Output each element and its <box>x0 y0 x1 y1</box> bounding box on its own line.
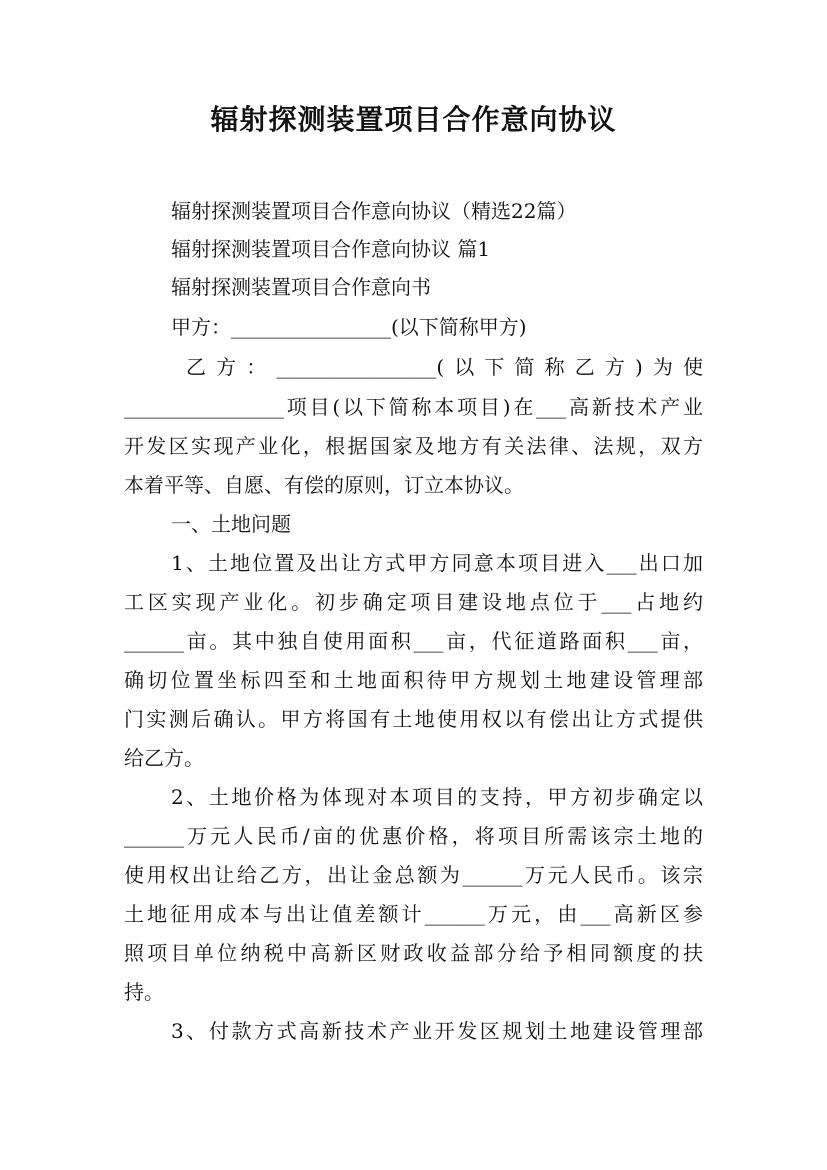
paragraph-line: 3、付款方式高新技术产业开发区规划土地建设管理部 <box>171 1019 703 1043</box>
document-title: 辐射探测装置项目合作意向协议 <box>210 103 617 136</box>
paragraph-line: 本着平等、自愿、有偿的原则，订立本协议。 <box>124 473 524 497</box>
paragraph-line: 土地征用成本与出让值差额计______万元，由___高新区参 <box>124 902 703 926</box>
section-heading: 辐射探测装置项目合作意向协议 篇1 <box>171 237 491 261</box>
paragraph-line: ______亩。其中独自使用面积___亩，代征道路面积___亩， <box>124 629 703 653</box>
paragraph-line: 使用权出让给乙方，出让金总额为______万元人民币。该宗 <box>124 863 703 887</box>
paragraph-line: ______万元人民币/亩的优惠价格，将项目所需该宗土地的 <box>124 824 703 848</box>
doc-name-line: 辐射探测装置项目合作意向书 <box>171 275 431 299</box>
paragraph-line: 门实测后确认。甲方将国有土地使用权以有偿出让方式提供 <box>124 707 703 731</box>
party-b-line: 乙方：________________(以下简称乙方)为使 <box>186 355 703 379</box>
subtitle-line: 辐射探测装置项目合作意向协议（精选22篇） <box>171 199 577 223</box>
paragraph-line: ________________项目(以下简称本项目)在___高新技术产业 <box>124 395 703 419</box>
paragraph-line: 确切位置坐标四至和土地面积待甲方规划土地建设管理部 <box>124 668 703 692</box>
party-a-line: 甲方：________________(以下简称甲方) <box>171 315 527 339</box>
paragraph-line: 给乙方。 <box>124 746 204 770</box>
section-heading-land: 一、土地问题 <box>171 512 291 536</box>
paragraph-line: 2、土地价格为体现对本项目的支持，甲方初步确定以 <box>171 785 703 809</box>
paragraph-line: 持。 <box>124 980 164 1004</box>
paragraph-line: 开发区实现产业化，根据国家及地方有关法律、法规，双方 <box>124 434 703 458</box>
paragraph-line: 工区实现产业化。初步确定项目建设地点位于___占地约 <box>124 590 703 614</box>
paragraph-line: 1、土地位置及出让方式甲方同意本项目进入___出口加 <box>171 551 703 575</box>
paragraph-line: 照项目单位纳税中高新区财政收益部分给予相同额度的扶 <box>124 941 703 965</box>
